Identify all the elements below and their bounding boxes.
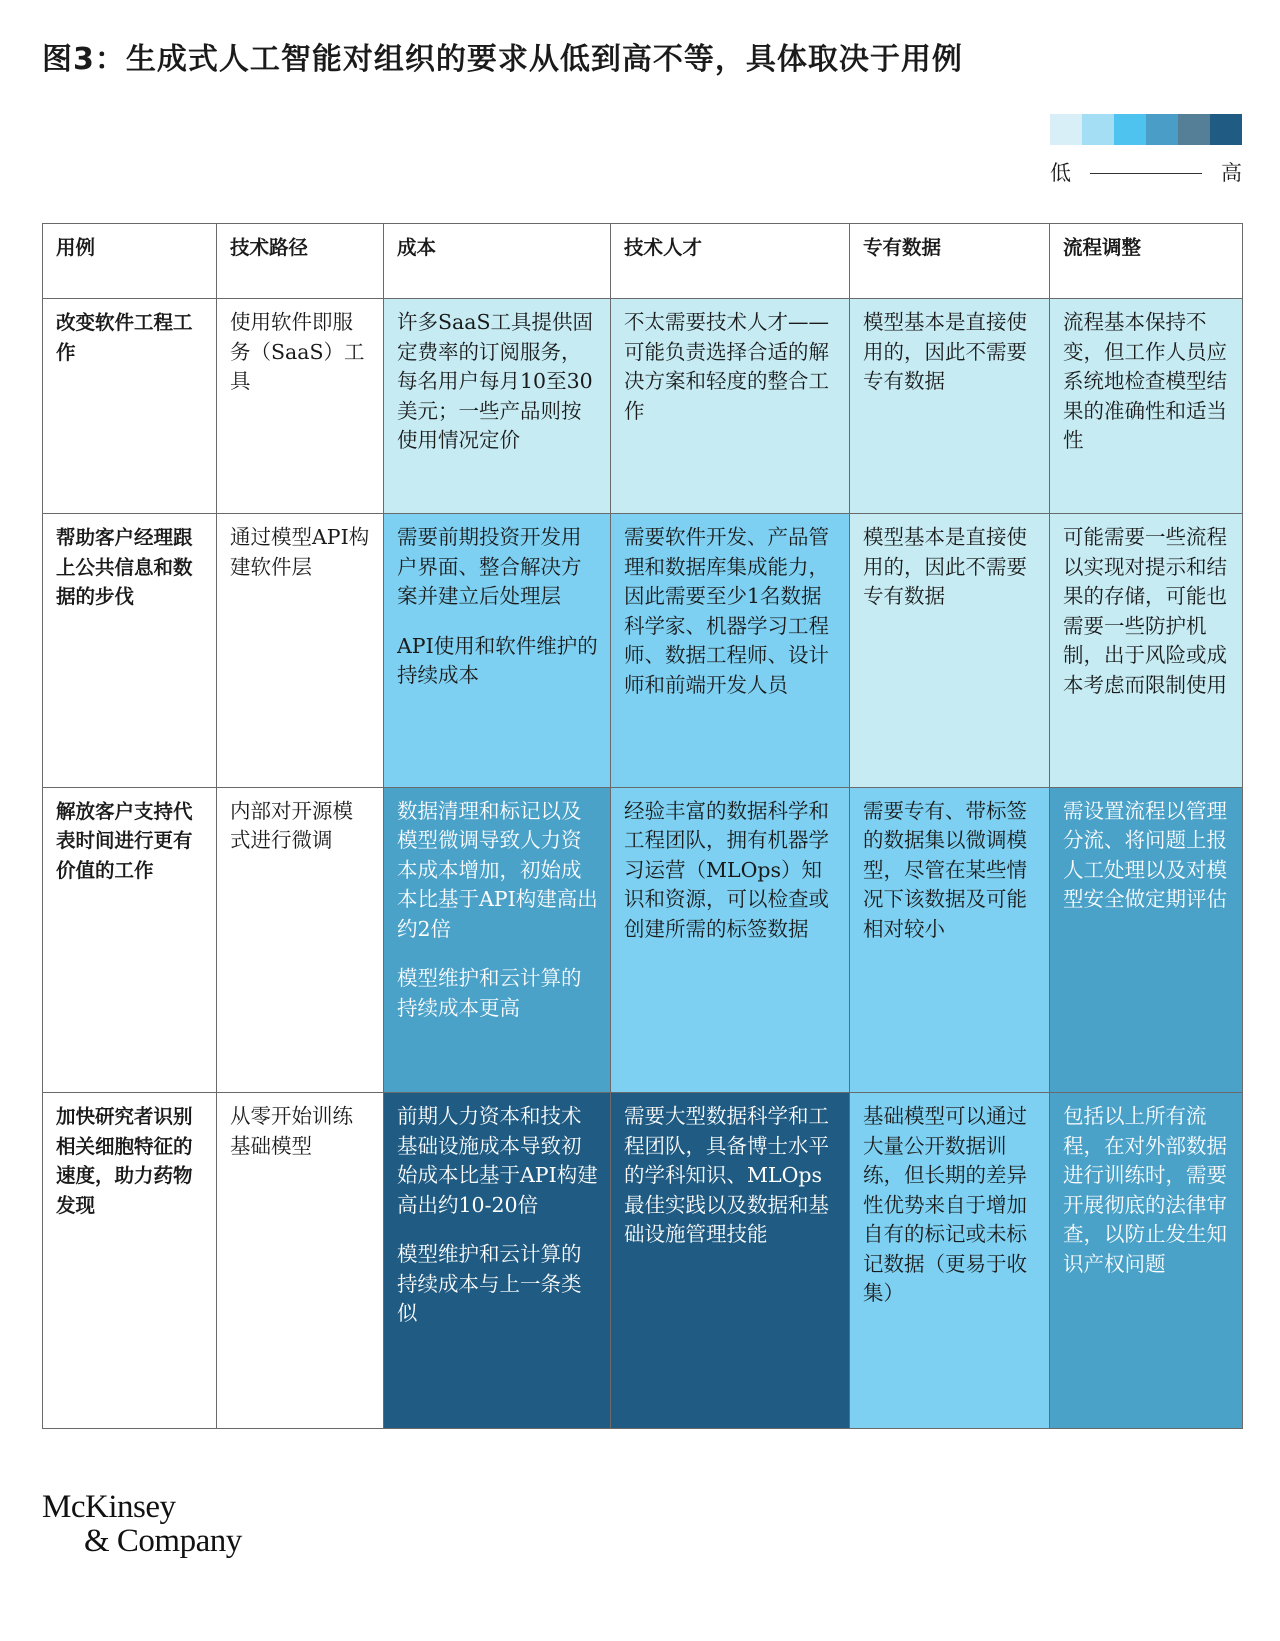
header-proprietary-data: 专有数据 [850,224,1050,299]
legend-color-scale [1050,114,1242,145]
table-row [43,787,1243,1092]
usecase-cell: 改变软件工程工作 [43,299,217,514]
legend-swatch [1082,114,1114,145]
process-change-cell [1050,1093,1243,1429]
cell-paragraph: 流程基本保持不变，但工作人员应系统地检查模型结果的准确性和适当性 [1063,310,1227,452]
cell-paragraph: 前期人力资本和技术基础设施成本导致初始成本比基于API构建高出约10-20倍 [397,1104,598,1217]
cell-paragraph: 包括以上所有流程，在对外部数据进行训练时，需要开展彻底的法律审查，以防止发生知识产权问题 [1063,1104,1227,1276]
cost-cell [384,787,611,1092]
page-title: 图3：生成式人工智能对组织的要求从低到高不等，具体取决于用例 [42,42,963,77]
cost-cell [384,514,611,788]
cell-paragraph: 经验丰富的数据科学和工程团队，拥有机器学习运营（MLOps）知识和资源，可以检查或创建所需的标签数据 [624,798,829,941]
approach-cell: 内部对开源模式进行微调 [217,787,384,1092]
legend-swatch [1146,114,1178,145]
legend-swatch [1178,114,1210,145]
process-change-cell [1050,514,1243,788]
proprietary-data-cell [850,514,1050,788]
cell-paragraph: API使用和软件维护的持续成本 [397,633,598,688]
cost-cell [384,1093,611,1429]
intensity-legend [1050,114,1242,184]
cell-paragraph: 许多SaaS工具提供固定费率的订阅服务，每名用户每月10至30美元；一些产品则按使用情况定价 [397,310,594,452]
legend-swatch [1210,114,1242,145]
logo-line-1: McKinsey [42,1489,176,1525]
header-process-change: 流程调整 [1050,224,1243,299]
approach-cell: 通过模型API构建软件层 [217,514,384,788]
proprietary-data-cell [850,1093,1050,1429]
talent-cell [611,514,850,788]
cell-paragraph: 模型维护和云计算的持续成本与上一条类似 [397,1242,582,1326]
header-usecase: 用例 [43,224,217,299]
cell-paragraph: 模型基本是直接使用的，因此不需要专有数据 [863,525,1027,609]
header-approach: 技术路径 [217,224,384,299]
talent-cell [611,787,850,1092]
cell-paragraph: 需要软件开发、产品管理和数据库集成能力，因此需要至少1名数据科学家、机器学习工程师、数据工程师、设计师和前端开发人员 [624,525,829,697]
cell-paragraph: 需要专有、带标签的数据集以微调模型，尽管在某些情况下该数据及可能相对较小 [863,798,1027,941]
cell-paragraph: 可能需要一些流程以实现对提示和结果的存储，可能也需要一些防护机制，出于风险或成本考虑而限制使用 [1063,525,1227,697]
legend-swatch [1114,114,1146,145]
mckinsey-logo [42,1490,242,1558]
table-row [43,1093,1243,1429]
talent-cell [611,1093,850,1429]
cell-paragraph: 模型维护和云计算的持续成本更高 [397,966,582,1020]
requirements-table [42,223,1243,1429]
cell-paragraph: 数据清理和标记以及模型微调导致人力资本成本增加，初始成本比基于API构建高出约2倍 [397,798,598,941]
usecase-cell: 加快研究者识别相关细胞特征的速度，助力药物发现 [43,1093,217,1429]
legend-arrow-line [1090,173,1202,174]
cell-paragraph: 需要大型数据科学和工程团队，具备博士水平的学科知识、MLOps最佳实践以及数据和基础设施管理技能 [624,1104,829,1247]
approach-cell: 从零开始训练基础模型 [217,1093,384,1429]
table-row [43,514,1243,788]
cost-cell [384,299,611,514]
process-change-cell [1050,787,1243,1092]
legend-swatch [1050,114,1082,145]
process-change-cell [1050,299,1243,514]
legend-high-label: 高 [1221,161,1242,185]
table-row [43,299,1243,514]
cell-paragraph: 基础模型可以通过大量公开数据训练，但长期的差异性优势来自于增加自有的标记或未标记数据（更易于收集） [863,1104,1027,1306]
cell-paragraph: 需要前期投资开发用户界面、整合解决方案并建立后处理层 [397,525,582,609]
table-header-row [43,224,1243,299]
proprietary-data-cell [850,787,1050,1092]
header-cost: 成本 [384,224,611,299]
header-talent: 技术人才 [611,224,850,299]
cell-paragraph: 模型基本是直接使用的，因此不需要专有数据 [863,310,1027,393]
legend-low-label: 低 [1050,161,1071,185]
cell-paragraph: 需设置流程以管理分流、将问题上报人工处理以及对模型安全做定期评估 [1063,798,1227,912]
proprietary-data-cell [850,299,1050,514]
talent-cell [611,299,850,514]
approach-cell: 使用软件即服务（SaaS）工具 [217,299,384,514]
usecase-cell: 帮助客户经理跟上公共信息和数据的步伐 [43,514,217,788]
cell-paragraph: 不太需要技术人才——可能负责选择合适的解决方案和轻度的整合工作 [624,310,829,423]
usecase-cell: 解放客户支持代表时间进行更有价值的工作 [43,787,217,1092]
logo-line-2: & Company [84,1523,242,1559]
